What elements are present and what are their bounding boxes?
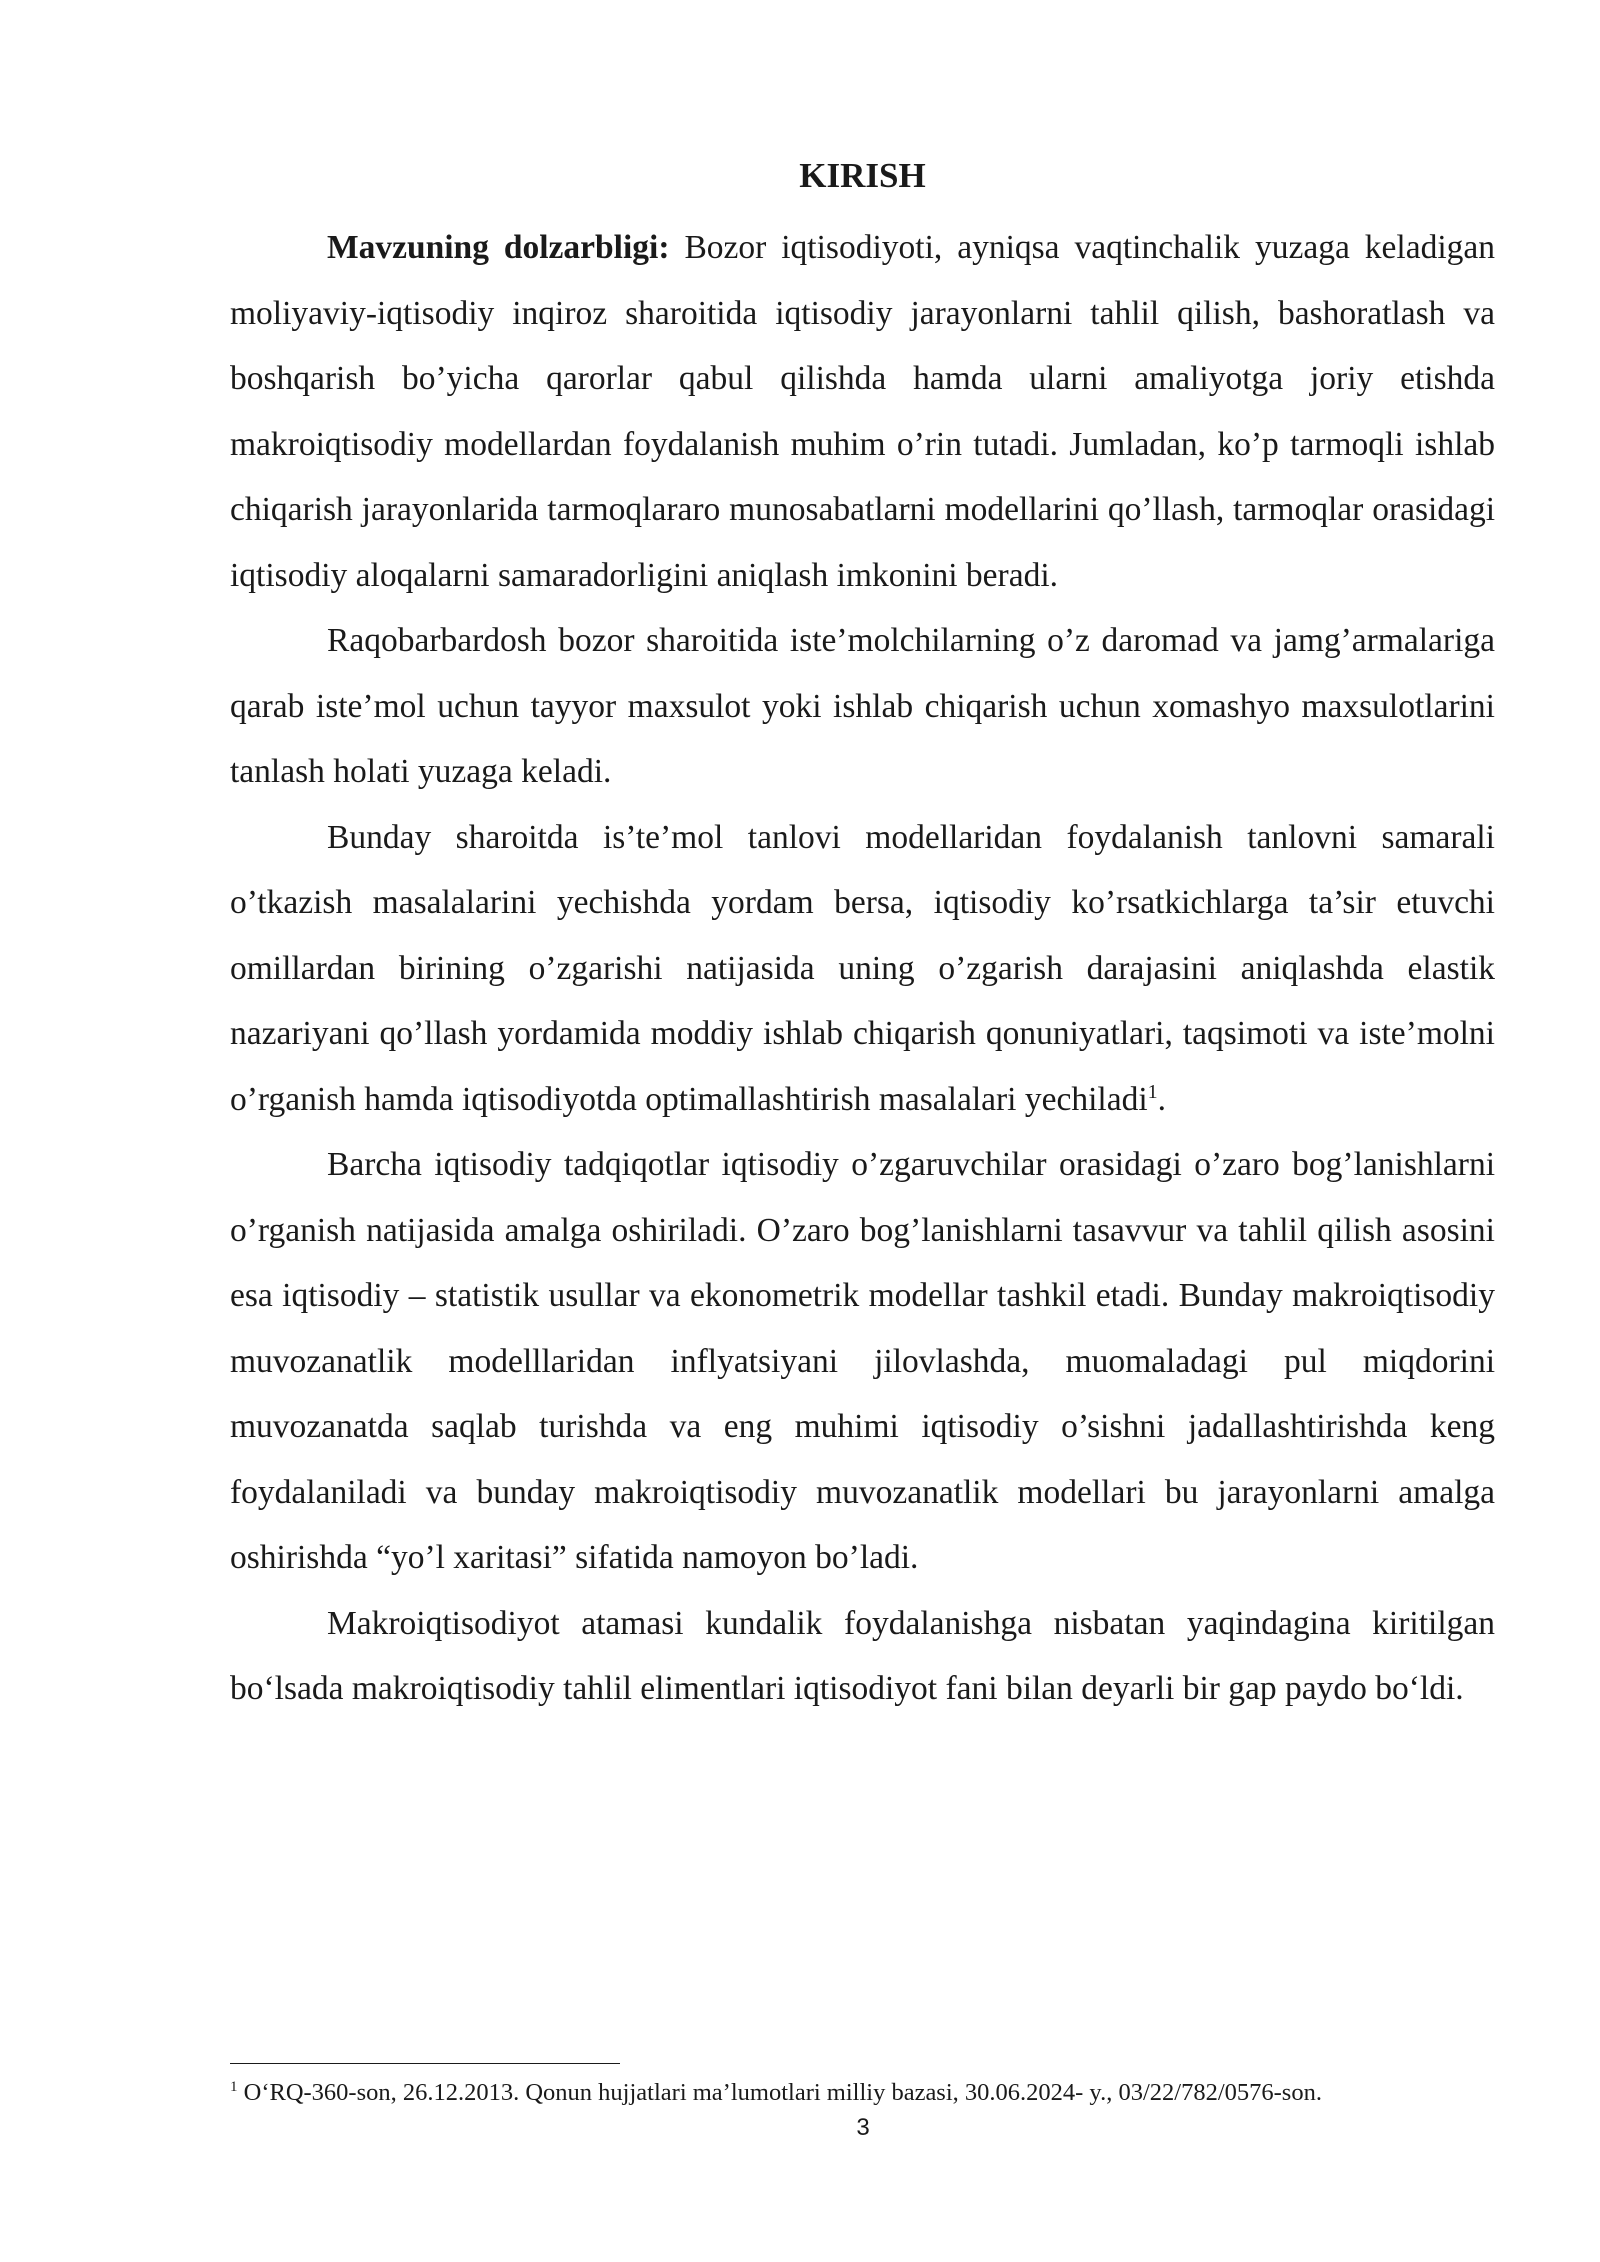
- paragraph-text: Bozor iqtisodiyoti, ayniqsa vaqtinchalik yuzaga keladigan moliyaviy-iqtisodiy inqiroz sharoitida iqtisodiy jarayonlarni tahlil qilish, bashoratlash va boshqarish bo’yicha qarorlar qabul qilishda hamda ularni amaliyotga joriy etishda makroiqtisodiy modellardan foydalanish muhim o’rin tutadi. Jumladan, ko’p tarmoqli ishlab chiqarish jarayonlarida tarmoqlararo munosabatlarni modellarini qo’llash, tarmoqlar orasidagi iqtisodiy aloqalarni samaradorligini aniqlash imkonini beradi.: [230, 229, 1495, 594]
- paragraph-consumption-models: [230, 805, 1495, 1133]
- document-page: [230, 150, 1495, 1722]
- paragraph-text: Barcha iqtisodiy tadqiqotlar iqtisodiy o’zgaruvchilar orasidagi o’zaro bog’lanishlarni o’rganish natijasida amalga oshiriladi. O’zaro bog’lanishlarni tasavvur va tahlil qilish asosini esa iqtisodiy – statistik usullar va ekonometrik modellar tashkil etadi. Bunday makroiqtisodiy muvozanatlik modelllaridan inflyatsiyani jilovlashda, muomaladagi pul miqdorini muvozanatda saqlab turishda va eng muhimi iqtisodiy o’sishni jadallashtirishda keng foydalaniladi va bunday makroiqtisodiy muvozanatlik modellari bu jarayonlarni amalga oshirishda “yo’l xaritasi” sifatida namoyon bo’ladi.: [230, 1146, 1495, 1576]
- footnote-marker: 1: [230, 2078, 238, 2095]
- footnote-reference[interactable]: 1: [1147, 1080, 1158, 1103]
- paragraph-lead: Mavzuning dolzarbligi:: [327, 229, 670, 266]
- paragraph-research: [230, 1132, 1495, 1591]
- paragraph-text: Bunday sharoitda is’te’mol tanlovi modellaridan foydalanish tanlovni samarali o’tkazish masalalarini yechishda yordam bersa, iqtisodiy ko’rsatkichlarga ta’sir etuvchi omillardan birining o’zgarishi natijasida uning o’zgarish darajasini aniqlashda elastik nazariyani qo’llash yordamida moddiy ishlab chiqarish qonuniyatlari, taqsimoti va iste’molni o’rganish hamda iqtisodiyotda optimallashtirish masalalari yechiladi: [230, 818, 1495, 1118]
- paragraph-macroeconomics: [230, 1591, 1495, 1722]
- footnote-text: O‘RQ-360-son, 26.12.2013. Qonun hujjatlari ma’lumotlari milliy bazasi, 30.06.2024- y., 03/22/782/0576-son.: [237, 2079, 1322, 2106]
- paragraph-competition: [230, 608, 1495, 805]
- paragraph-text: Makroiqtisodiyot atamasi kundalik foydalanishga nisbatan yaqindagina kiritilgan bo‘lsada makroiqtisodiy tahlil elimentlari iqtisodiyot fani bilan deyarli bir gap paydo bo‘ldi.: [230, 1604, 1495, 1707]
- paragraph-relevance: [230, 215, 1495, 608]
- footnote: [230, 2077, 1495, 2109]
- paragraph-tail: .: [1157, 1080, 1167, 1118]
- paragraph-text: Raqobarbardosh bozor sharoitida iste’molchilarning o’z daromad va jamg’armalariga qarab iste’mol uchun tayyor maxsulot yoki ishlab chiqarish uchun xomashyo maxsulotlarini tanlash holati yuzaga keladi.: [230, 622, 1495, 790]
- page-title: KIRISH: [799, 156, 926, 195]
- page-number: 3: [856, 2114, 870, 2141]
- footnote-separator: [230, 2063, 620, 2064]
